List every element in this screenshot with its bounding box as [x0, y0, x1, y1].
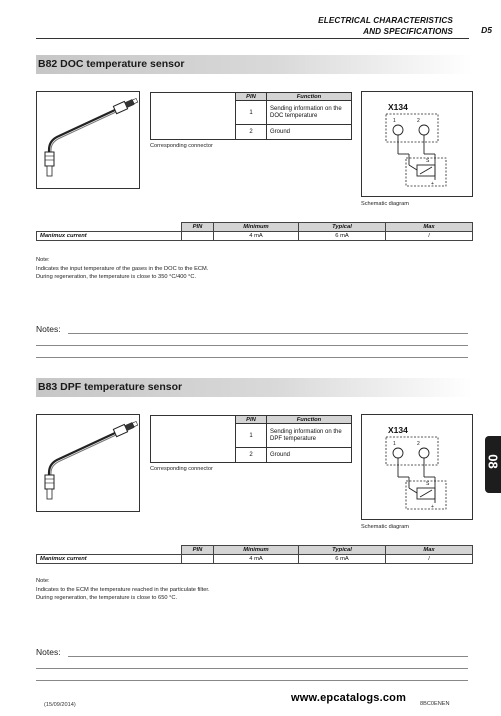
notes-line: [36, 357, 468, 358]
header-section-code: D5: [481, 25, 492, 35]
pin-number: 2: [236, 125, 267, 140]
pin-number: 1: [236, 424, 267, 448]
pin-function: Sending information on the DOC temperature: [267, 101, 352, 125]
schematic-box: [361, 91, 473, 197]
column-header: PIN: [182, 546, 214, 555]
pin-number: 1: [236, 101, 267, 125]
pin-header: PIN: [236, 93, 267, 101]
sensor-illustration-icon: [37, 415, 139, 511]
pin-function-table: [150, 92, 352, 140]
section-title: B82 DOC temperature sensor: [38, 58, 185, 70]
header-title: [318, 15, 453, 37]
table-cell: [182, 232, 214, 241]
header-divider: [36, 38, 469, 39]
schematic-pin2: 2: [417, 441, 420, 447]
chapter-tab: [485, 436, 501, 493]
notes-line: [36, 668, 468, 669]
table-cell: [182, 555, 214, 564]
schematic-caption: Schematic diagram: [361, 524, 409, 530]
pin-number: 2: [236, 448, 267, 463]
electrical-values-table: [36, 222, 473, 241]
column-header: Minimum: [214, 223, 299, 232]
row-label: Manimux current: [37, 232, 182, 241]
section-title-bar: [36, 378, 473, 397]
note-line: Indicates to the ECM the temperature reached in the particulate filter.: [36, 586, 210, 593]
header-title-line2: AND SPECIFICATIONS: [363, 27, 453, 36]
connector-image-area: [151, 416, 236, 463]
pin-function: Ground: [267, 125, 352, 140]
pin-function-table: [150, 415, 352, 463]
schematic-plus-label: +: [431, 181, 434, 187]
connector-caption: Corresponding connector: [150, 143, 213, 149]
column-header: PIN: [182, 223, 214, 232]
table-cell: 6 mA: [299, 232, 386, 241]
note-line: During regeneration, the temperature is close to 650 °C.: [36, 595, 178, 602]
note-block: [36, 256, 208, 282]
connector-image-area: [151, 93, 236, 140]
electrical-values-table: [36, 545, 473, 564]
schematic-caption: Schematic diagram: [361, 201, 409, 207]
notes-line: [36, 680, 468, 681]
watermark: www.epcatalogs.com: [291, 692, 407, 704]
notes-label: Notes:: [36, 324, 61, 334]
schematic-s-label: S: [426, 158, 430, 164]
schematic-plus-label: +: [431, 504, 434, 510]
section-title-bar: [36, 55, 473, 74]
schematic-diagram-icon: [362, 415, 472, 519]
connector-caption: Corresponding connector: [150, 466, 213, 472]
notes-line: [68, 656, 468, 657]
pin-function: Ground: [267, 448, 352, 463]
row-label: Manimux current: [37, 555, 182, 564]
note-title: Note:: [36, 578, 50, 584]
note-line: Indicates the input temperature of the gases in the DOC to the ECM.: [36, 265, 209, 272]
column-header: Max: [386, 223, 473, 232]
column-header: Max: [386, 546, 473, 555]
footer-code: 8BC0ENEN: [420, 701, 450, 707]
schematic-label: X134: [388, 102, 408, 112]
notes-label: Notes:: [36, 647, 61, 657]
schematic-pin1: 1: [393, 441, 396, 447]
sensor-illustration-icon: [37, 92, 139, 188]
note-block: [36, 577, 210, 603]
footer-date: (15/09/2014): [44, 702, 76, 708]
note-line: During regeneration, the temperature is close to 350 °C/400 °C.: [36, 274, 197, 281]
column-header: Minimum: [214, 546, 299, 555]
schematic-box: [361, 414, 473, 520]
table-cell: 4 mA: [214, 232, 299, 241]
notes-line: [68, 333, 468, 334]
sensor-photo: [36, 91, 140, 189]
function-header: Function: [267, 93, 352, 101]
pin-header: PIN: [236, 416, 267, 424]
schematic-diagram-icon: [362, 92, 472, 196]
notes-line: [36, 345, 468, 346]
section-title: B83 DPF temperature sensor: [38, 381, 183, 393]
schematic-pin1: 1: [393, 118, 396, 124]
schematic-pin2: 2: [417, 118, 420, 124]
schematic-s-label: S: [426, 481, 430, 487]
function-header: Function: [267, 416, 352, 424]
column-header: Typical: [299, 546, 386, 555]
note-title: Note:: [36, 257, 50, 263]
column-header: Typical: [299, 223, 386, 232]
table-cell: /: [386, 555, 473, 564]
schematic-label: X134: [388, 425, 408, 435]
chapter-number: 08: [485, 454, 501, 469]
pin-function: Sending information on the DPF temperature: [267, 424, 352, 448]
sensor-photo: [36, 414, 140, 512]
table-cell: 6 mA: [299, 555, 386, 564]
table-cell: /: [386, 232, 473, 241]
header-title-line1: ELECTRICAL CHARACTERISTICS: [318, 16, 453, 25]
table-cell: 4 mA: [214, 555, 299, 564]
